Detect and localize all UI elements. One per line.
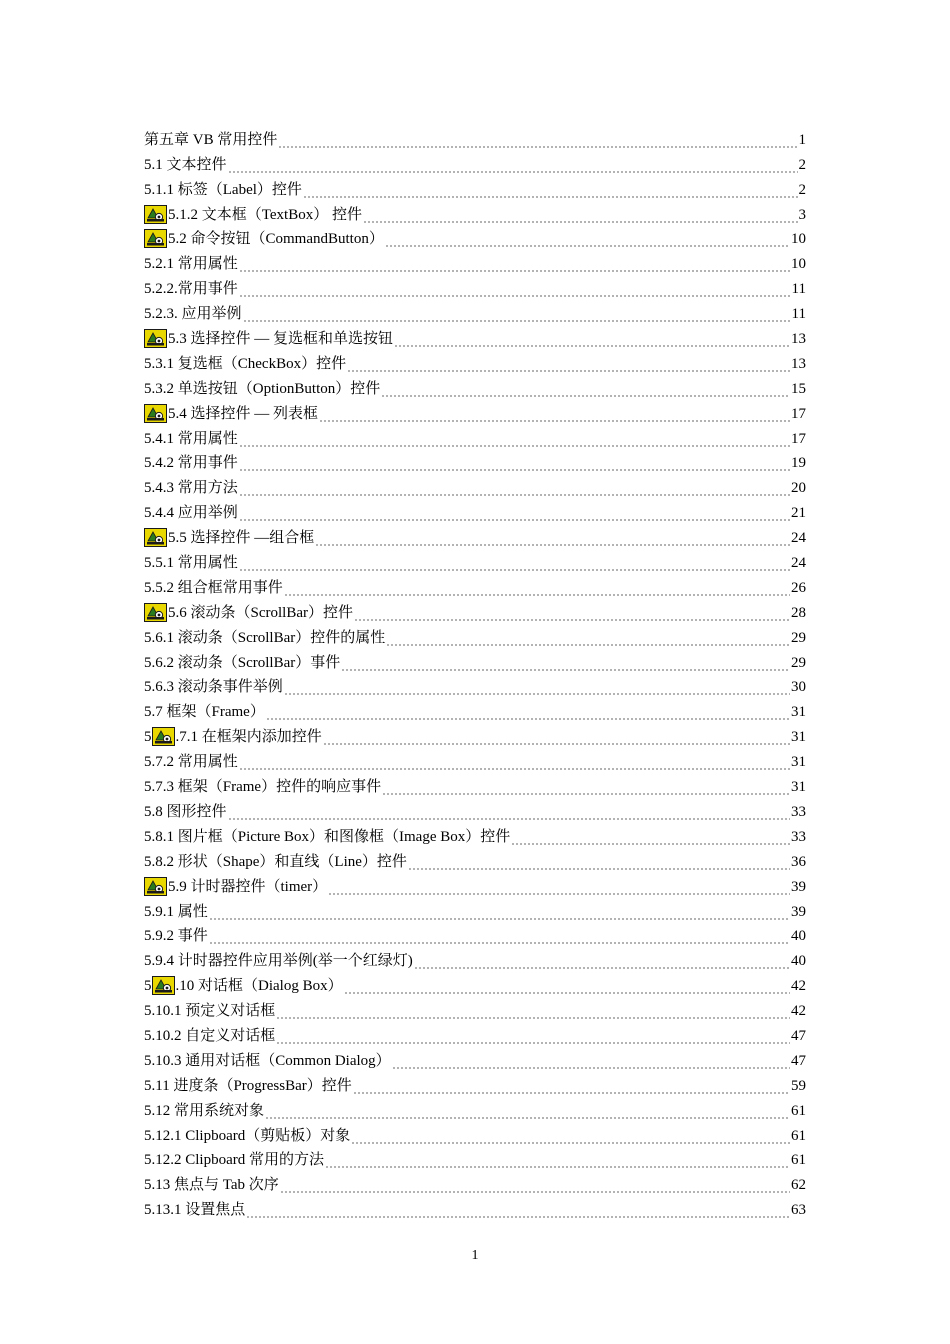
toc-entry-text: 5.12 常用系统对象 (144, 1102, 265, 1119)
toc-dot-leader (280, 1176, 790, 1194)
toc-entry-text: 5.5.2 组合框常用事件 (144, 579, 283, 596)
toc-entry-page: 39 (791, 903, 806, 920)
toc-entry-title (144, 629, 385, 647)
document-object-icon (152, 727, 175, 746)
toc-entry-page: 26 (791, 579, 806, 596)
toc-entry[interactable] (144, 547, 806, 572)
toc-dot-leader (239, 479, 790, 497)
toc-entry[interactable] (144, 1194, 806, 1219)
toc-entry[interactable] (144, 199, 806, 224)
toc-entry-title (144, 579, 283, 597)
toc-entry-page: 31 (791, 754, 806, 771)
toc-entry-title (144, 603, 353, 622)
toc-entry-page: 33 (791, 828, 806, 845)
toc-entry-title (144, 703, 265, 721)
toc-dot-leader (363, 206, 798, 224)
toc-entry-title (144, 1077, 352, 1095)
document-object-icon (144, 404, 167, 423)
toc-entry-prefix: 5 (144, 978, 152, 995)
document-object-icon (144, 329, 167, 348)
toc-dot-leader (328, 878, 790, 896)
toc-entry[interactable] (144, 522, 806, 547)
toc-entry-page: 42 (791, 1003, 806, 1020)
toc-entry-text: 5.5 选择控件 —组合框 (168, 530, 315, 547)
toc-entry[interactable] (144, 771, 806, 796)
toc-dot-leader (284, 579, 790, 597)
toc-entry-page: 31 (791, 704, 806, 721)
toc-entry[interactable] (144, 298, 806, 323)
toc-entry-text: 5.13 焦点与 Tab 次序 (144, 1177, 279, 1194)
toc-entry[interactable] (144, 572, 806, 597)
toc-entry-text: 5.13.1 设置焦点 (144, 1202, 246, 1219)
toc-entry[interactable] (144, 1095, 806, 1120)
toc-dot-leader (209, 903, 790, 921)
toc-entry-text: 5.5.1 常用属性 (144, 555, 238, 572)
toc-entry-title (144, 1027, 275, 1045)
toc-entry[interactable] (144, 821, 806, 846)
toc-entry-title (144, 1151, 324, 1169)
toc-entry-title (144, 1201, 245, 1219)
toc-dot-leader (408, 853, 790, 871)
toc-entry-text: 5.4 选择控件 — 列表框 (168, 405, 319, 422)
toc-entry-page: 10 (791, 256, 806, 273)
toc-dot-leader (239, 753, 790, 771)
toc-entry[interactable] (144, 597, 806, 622)
toc-dot-leader (239, 280, 791, 298)
toc-dot-leader (303, 181, 798, 199)
toc-dot-leader (284, 678, 790, 696)
toc-entry-title (144, 404, 318, 423)
toc-entry-text: 5.10.2 自定义对话框 (144, 1027, 276, 1044)
toc-entry-page: 61 (791, 1102, 806, 1119)
toc-entry-title (144, 504, 238, 522)
toc-entry-text: 5.7.2 常用属性 (144, 754, 238, 771)
toc-entry-title (144, 1052, 391, 1070)
toc-dot-leader (228, 803, 790, 821)
toc-entry-title (144, 430, 238, 448)
toc-entry-text: 第五章 VB 常用控件 (144, 131, 278, 148)
toc-entry-page: 17 (791, 430, 806, 447)
toc-entry-page: 13 (791, 355, 806, 372)
toc-entry-text: 5.8.2 形状（Shape）和直线（Line）控件 (144, 853, 407, 870)
toc-dot-leader (319, 405, 790, 423)
toc-entry-title (144, 205, 362, 224)
toc-entry-prefix: 5 (144, 729, 152, 746)
toc-entry-title (144, 976, 343, 995)
toc-entry-text: 5.4.2 常用事件 (144, 455, 238, 472)
toc-entry-page: 47 (791, 1052, 806, 1069)
toc-dot-leader (392, 1052, 790, 1070)
toc-entry-text: 5.9 计时器控件（timer） (168, 878, 328, 895)
toc-dot-leader (325, 1151, 790, 1169)
toc-entry-page: 42 (791, 978, 806, 995)
toc-entry-page: 10 (791, 231, 806, 248)
toc-dot-leader (351, 1127, 790, 1145)
toc-entry-text: 5.4.3 常用方法 (144, 480, 238, 497)
toc-entry-text: .10 对话框（Dialog Box） (175, 978, 343, 995)
toc-entry-title (144, 853, 407, 871)
toc-entry-page: 47 (791, 1027, 806, 1044)
toc-entry-title (144, 1002, 275, 1020)
toc-entry-title (144, 229, 384, 248)
toc-entry[interactable] (144, 373, 806, 398)
toc-entry-page: 24 (791, 530, 806, 547)
toc-entry[interactable] (144, 348, 806, 373)
toc-dot-leader (276, 1002, 790, 1020)
toc-entry[interactable] (144, 696, 806, 721)
document-object-icon (144, 528, 167, 547)
toc-dot-leader (266, 703, 790, 721)
toc-entry-page: 62 (791, 1177, 806, 1194)
toc-entry-text: 5.10.3 通用对话框（Common Dialog） (144, 1052, 391, 1069)
toc-entry[interactable] (144, 721, 806, 746)
toc-entry-text: 5.4.4 应用举例 (144, 505, 238, 522)
toc-entry[interactable] (144, 273, 806, 298)
toc-entry-text: 5.9.4 计时器控件应用举例(举一个红绿灯) (144, 953, 413, 970)
toc-entry-text: 5.2.3. 应用举例 (144, 306, 242, 323)
toc-entry-page: 21 (791, 505, 806, 522)
toc-entry[interactable] (144, 248, 806, 273)
toc-entry-page: 61 (791, 1127, 806, 1144)
toc-entry[interactable] (144, 896, 806, 921)
toc-entry[interactable] (144, 323, 806, 348)
toc-entry-page: 36 (791, 853, 806, 870)
toc-entry-page: 2 (798, 156, 806, 173)
toc-entry-text: 5.6.3 滚动条事件举例 (144, 679, 283, 696)
toc-entry-title (144, 727, 322, 746)
toc-entry-title (144, 181, 302, 199)
toc-dot-leader (353, 1077, 790, 1095)
toc-entry-title (144, 528, 314, 547)
toc-entry-page: 61 (791, 1152, 806, 1169)
toc-dot-leader (239, 454, 790, 472)
toc-entry[interactable] (144, 497, 806, 522)
toc-entry-page: 59 (791, 1077, 806, 1094)
toc-entry-text: 5.3 选择控件 — 复选框和单选按钮 (168, 331, 394, 348)
toc-entry-title (144, 903, 208, 921)
toc-entry-page: 20 (791, 480, 806, 497)
toc-dot-leader (394, 330, 790, 348)
toc-entry[interactable] (144, 871, 806, 896)
toc-entry-page: 24 (791, 555, 806, 572)
toc-entry-title (144, 255, 238, 273)
toc-entry-text: 5.3.1 复选框（CheckBox）控件 (144, 355, 347, 372)
toc-entry-text: 5.6.2 滚动条（ScrollBar）事件 (144, 654, 341, 671)
toc-entry[interactable] (144, 970, 806, 995)
document-object-icon (152, 976, 175, 995)
toc-dot-leader (239, 430, 790, 448)
toc-dot-leader (323, 728, 790, 746)
toc-entry-page: 31 (791, 729, 806, 746)
toc-entry-title (144, 877, 327, 896)
toc-entry[interactable] (144, 995, 806, 1020)
toc-entry-title (144, 329, 393, 348)
toc-entry-title (144, 554, 238, 572)
toc-entry-title (144, 156, 227, 174)
toc-entry-text: 5.7 框架（Frame） (144, 704, 265, 721)
toc-entry[interactable] (144, 448, 806, 473)
toc-entry[interactable] (144, 1045, 806, 1070)
toc-dot-leader (239, 504, 790, 522)
document-object-icon (144, 877, 167, 896)
toc-entry[interactable] (144, 149, 806, 174)
toc-entry-page: 11 (791, 281, 806, 298)
toc-entry-page: 31 (791, 779, 806, 796)
toc-entry-page: 28 (791, 604, 806, 621)
toc-entry-text: 5.9.1 属性 (144, 903, 208, 920)
toc-entry[interactable] (144, 622, 806, 647)
toc-entry-title (144, 678, 283, 696)
toc-entry-text: 5.10.1 预定义对话框 (144, 1003, 276, 1020)
toc-entry-title (144, 803, 227, 821)
toc-entry-text: 5.9.2 事件 (144, 928, 208, 945)
toc-entry-title (144, 280, 238, 298)
document-object-icon (144, 205, 167, 224)
toc-entry-text: 5.12.1 Clipboard（剪贴板）对象 (144, 1127, 351, 1144)
toc-entry-text: 5.8.1 图片框（Picture Box）和图像框（Image Box）控件 (144, 828, 511, 845)
toc-entry[interactable] (144, 1169, 806, 1194)
toc-entry[interactable] (144, 945, 806, 970)
toc-entry-title (144, 927, 208, 945)
toc-entry-page: 19 (791, 455, 806, 472)
toc-entry-title (144, 1176, 279, 1194)
toc-entry-text: 5.6.1 滚动条（ScrollBar）控件的属性 (144, 629, 386, 646)
toc-entry-page: 3 (798, 206, 806, 223)
toc-entry[interactable] (144, 472, 806, 497)
toc-entry-text: 5.4.1 常用属性 (144, 430, 238, 447)
toc-dot-leader (239, 554, 790, 572)
toc-dot-leader (354, 604, 790, 622)
toc-entry[interactable] (144, 423, 806, 448)
page-number: 1 (471, 1248, 479, 1263)
toc-entry-text: 5.1.2 文本框（TextBox） 控件 (168, 206, 362, 223)
toc-entry[interactable] (144, 1145, 806, 1170)
toc-entry-title (144, 355, 346, 373)
toc-entry-text: 5.3.2 单选按钮（OptionButton）控件 (144, 380, 381, 397)
toc-entry-page: 40 (791, 953, 806, 970)
toc-entry[interactable] (144, 647, 806, 672)
toc-entry-text: 5.2.2.常用事件 (144, 281, 238, 298)
toc-entry[interactable] (144, 921, 806, 946)
toc-entry[interactable] (144, 1120, 806, 1145)
toc-entry-page: 40 (791, 928, 806, 945)
toc-entry-text: 5.12.2 Clipboard 常用的方法 (144, 1152, 324, 1169)
toc-entry-title (144, 305, 242, 323)
toc-entry[interactable] (144, 746, 806, 771)
toc-dot-leader (382, 778, 790, 796)
toc-dot-leader (315, 529, 790, 547)
toc-entry[interactable] (144, 672, 806, 697)
toc-entry-page: 1 (798, 131, 806, 148)
toc-entry-title (144, 952, 413, 970)
toc-dot-leader (414, 952, 790, 970)
toc-entry-page: 13 (791, 331, 806, 348)
toc-entry-text: 5.1.1 标签（Label）控件 (144, 181, 302, 198)
toc-entry-title (144, 454, 238, 472)
toc-entry[interactable] (144, 1070, 806, 1095)
toc-entry-text: 5.1 文本控件 (144, 156, 227, 173)
toc-entry-title (144, 1127, 350, 1145)
toc-entry-page: 30 (791, 679, 806, 696)
toc-entry-text: 5.2 命令按钮（CommandButton） (168, 231, 384, 248)
toc-dot-leader (209, 927, 790, 945)
toc-entry-text: 5.11 进度条（ProgressBar）控件 (144, 1077, 352, 1094)
toc-dot-leader (246, 1201, 790, 1219)
toc-entry[interactable] (144, 846, 806, 871)
toc-entry-page: 17 (791, 405, 806, 422)
toc-dot-leader (511, 828, 790, 846)
toc-dot-leader (239, 255, 790, 273)
toc-entry-page: 29 (791, 654, 806, 671)
toc-entry-text: .7.1 在框架内添加控件 (175, 729, 322, 746)
toc-dot-leader (228, 156, 798, 174)
toc-dot-leader (243, 305, 791, 323)
toc-entry-text: 5.6 滚动条（ScrollBar）控件 (168, 604, 353, 621)
toc-entry-title (144, 1102, 264, 1120)
toc-dot-leader (347, 355, 790, 373)
document-object-icon (144, 229, 167, 248)
toc-entry-page: 15 (791, 380, 806, 397)
toc-dot-leader (341, 654, 790, 672)
document-object-icon (144, 603, 167, 622)
toc-entry-title (144, 753, 238, 771)
toc-entry[interactable] (144, 398, 806, 423)
toc-entry-title (144, 778, 381, 796)
toc-entry-page: 39 (791, 878, 806, 895)
toc-entry[interactable] (144, 224, 806, 249)
toc-entry-title (144, 131, 277, 149)
toc-entry-title (144, 479, 238, 497)
toc-entry-text: 5.2.1 常用属性 (144, 256, 238, 273)
toc-entry[interactable] (144, 1020, 806, 1045)
toc-dot-leader (385, 230, 790, 248)
toc-entry-title (144, 654, 340, 672)
toc-dot-leader (278, 131, 797, 149)
toc-entry-page: 11 (791, 306, 806, 323)
toc-entry-title (144, 828, 510, 846)
table-of-contents (144, 124, 806, 1219)
toc-dot-leader (381, 380, 790, 398)
toc-entry-text: 5.7.3 框架（Frame）控件的响应事件 (144, 779, 382, 796)
toc-dot-leader (386, 629, 790, 647)
toc-entry-title (144, 380, 380, 398)
toc-dot-leader (265, 1102, 790, 1120)
toc-entry[interactable] (144, 124, 806, 149)
toc-entry-page: 2 (798, 181, 806, 198)
toc-entry-page: 33 (791, 803, 806, 820)
toc-entry-page: 29 (791, 629, 806, 646)
toc-dot-leader (276, 1027, 790, 1045)
toc-entry[interactable] (144, 796, 806, 821)
toc-entry[interactable] (144, 174, 806, 199)
toc-entry-page: 63 (791, 1202, 806, 1219)
toc-dot-leader (344, 977, 790, 995)
toc-entry-text: 5.8 图形控件 (144, 803, 227, 820)
